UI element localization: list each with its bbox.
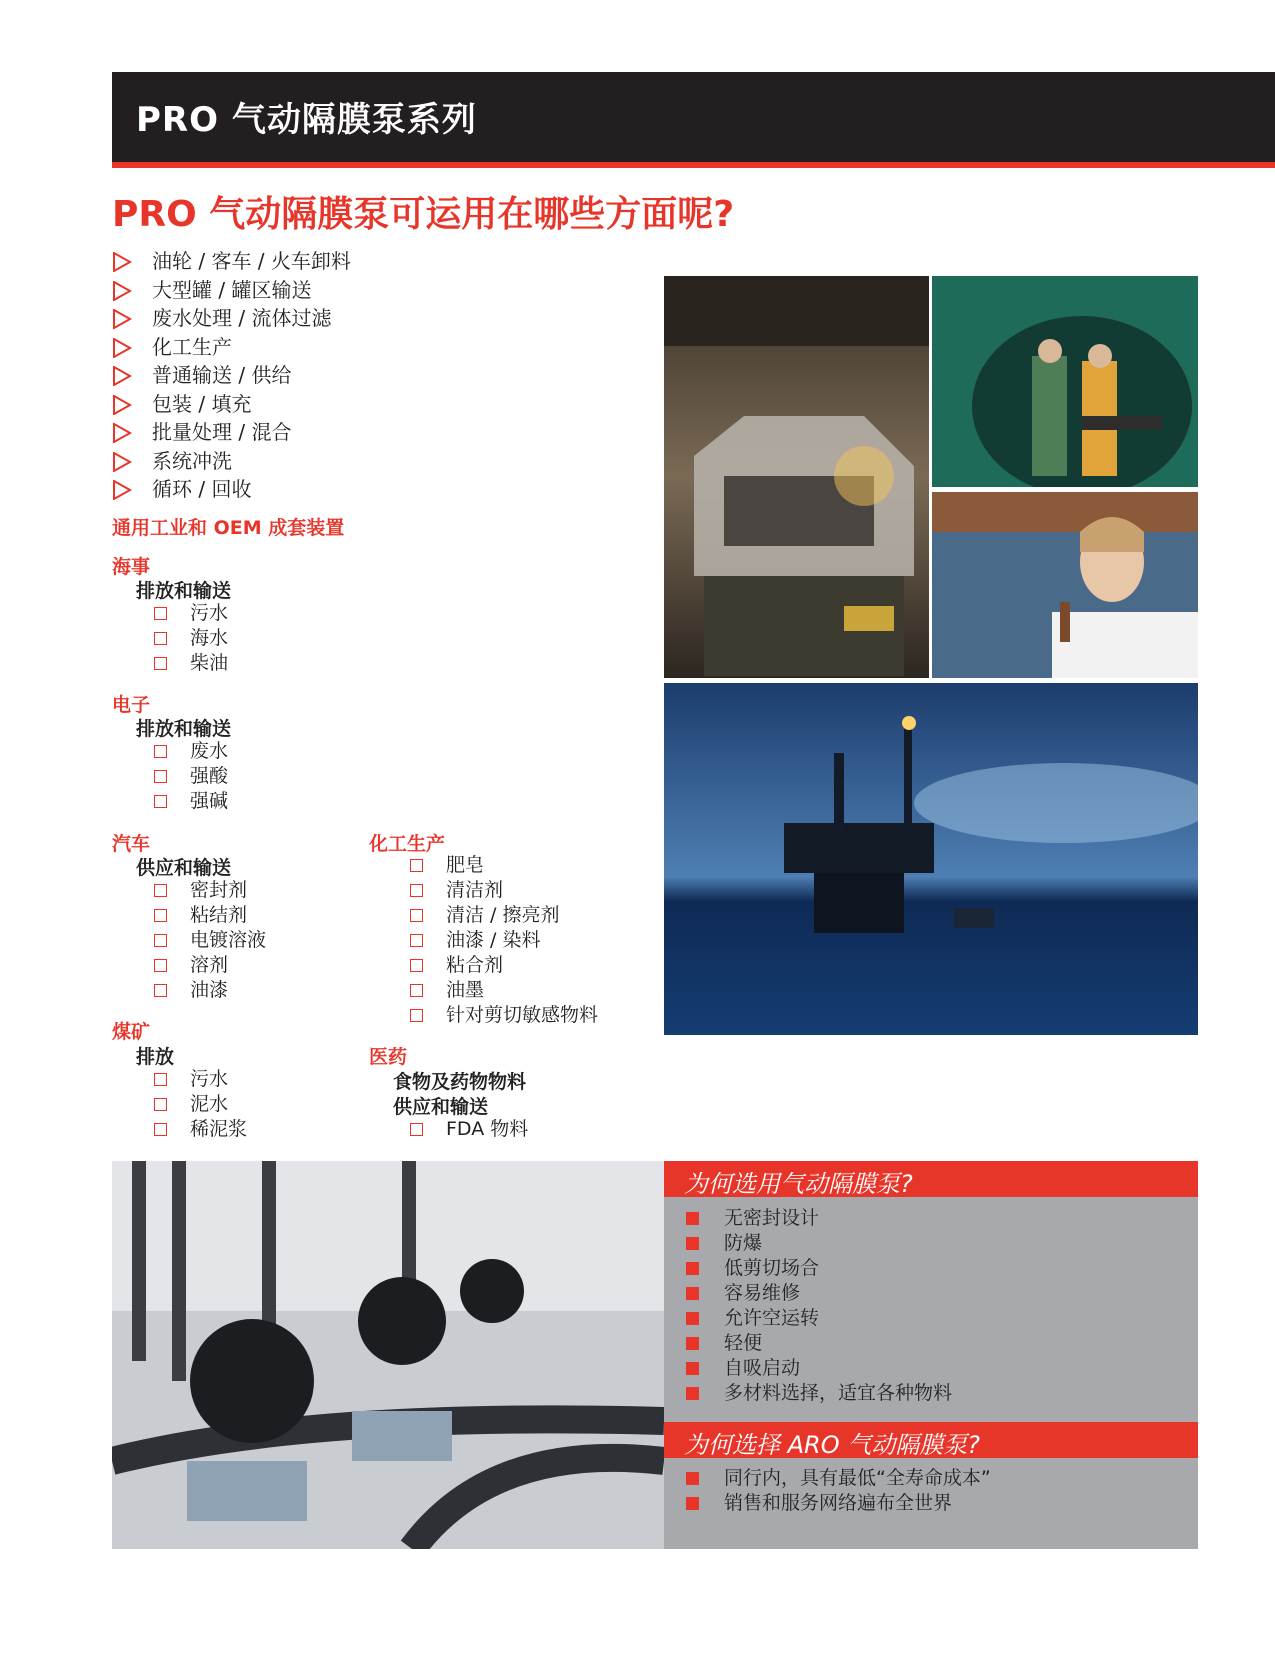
list-item: 泥水 [154,1092,247,1117]
photo-offshore-platform [664,683,1198,1035]
pharma-list [410,1117,528,1142]
section-sub-mining: 排放 [136,1046,175,1068]
main-heading: PRO 气动隔膜泵可运用在哪些方面呢? [112,194,735,235]
list-item: 肥皂 [410,853,598,878]
mining-list [154,1067,247,1142]
list-item: 普通输送 / 供给 [112,361,351,390]
why-pump-title: 为何选用气动隔膜泵? [684,1170,913,1198]
list-item: 化工生产 [112,333,351,362]
triangle-bullet-icon [112,452,132,472]
triangle-bullet-icon [112,366,132,386]
section-sub-pharma-2: 供应和输送 [393,1096,489,1118]
checkbox-icon [154,1098,167,1111]
list-item: 废水 [154,739,228,764]
checkbox-icon [410,934,423,947]
electronics-list [154,739,228,814]
photo-mining [932,276,1198,487]
list-item: 电镀溶液 [154,928,266,953]
list-item: 强酸 [154,764,228,789]
section-sub-pharma-1: 食物及药物物料 [393,1071,527,1093]
list-item: 油漆 [154,978,266,1003]
list-item: 针对剪切敏感物料 [410,1003,598,1028]
section-title-electronics: 电子 [112,694,151,716]
checkbox-icon [154,770,167,783]
marine-list [154,601,228,676]
section-title-marine: 海事 [112,556,151,578]
list-item: 柴油 [154,651,228,676]
list-item: 无密封设计 [684,1206,952,1231]
section-title-pharma: 医药 [369,1046,408,1068]
square-bullet-icon [686,1497,699,1510]
section-title-mining: 煤矿 [112,1021,151,1043]
list-item: 防爆 [684,1231,952,1256]
list-item: 海水 [154,626,228,651]
list-item: 油漆 / 染料 [410,928,598,953]
square-bullet-icon [686,1337,699,1350]
list-item: 油轮 / 客车 / 火车卸料 [112,247,351,276]
list-item: 批量处理 / 混合 [112,418,351,447]
list-item: 废水处理 / 流体过滤 [112,304,351,333]
checkbox-icon [154,607,167,620]
triangle-bullet-icon [112,395,132,415]
list-item: 轻便 [684,1331,952,1356]
list-item: FDA 物料 [410,1117,528,1142]
application-list [112,247,351,504]
list-item: 粘结剂 [154,903,266,928]
checkbox-icon [154,795,167,808]
list-item: 污水 [154,601,228,626]
checkbox-icon [410,1009,423,1022]
checkbox-icon [410,959,423,972]
square-bullet-icon [686,1212,699,1225]
photo-pump-installation [112,1161,664,1549]
list-item: 容易维修 [684,1281,952,1306]
checkbox-icon [410,909,423,922]
automotive-list [154,878,266,1003]
square-bullet-icon [686,1472,699,1485]
header-title: PRO 气动隔膜泵系列 [136,100,477,140]
square-bullet-icon [686,1262,699,1275]
checkbox-icon [410,1123,423,1136]
list-item: 低剪切场合 [684,1256,952,1281]
triangle-bullet-icon [112,252,132,272]
list-item: 系统冲洗 [112,447,351,476]
triangle-bullet-icon [112,281,132,301]
why-pump-list [684,1206,952,1406]
list-item: 销售和服务网络遍布全世界 [684,1491,991,1516]
section-sub-marine: 排放和输送 [136,580,232,602]
oem-heading: 通用工业和 OEM 成套装置 [112,517,345,539]
list-item: 溶剂 [154,953,266,978]
list-item: 多材料选择，适宜各种物料 [684,1381,952,1406]
list-item: 污水 [154,1067,247,1092]
square-bullet-icon [686,1312,699,1325]
triangle-bullet-icon [112,423,132,443]
list-item: 自吸启动 [684,1356,952,1381]
why-aro-title: 为何选择 ARO 气动隔膜泵? [684,1431,980,1459]
section-title-automotive: 汽车 [112,833,151,855]
checkbox-icon [154,934,167,947]
triangle-bullet-icon [112,480,132,500]
checkbox-icon [410,984,423,997]
checkbox-icon [154,632,167,645]
list-item: 清洁剂 [410,878,598,903]
checkbox-icon [154,745,167,758]
square-bullet-icon [686,1287,699,1300]
list-item: 包装 / 填充 [112,390,351,419]
checkbox-icon [154,884,167,897]
photo-laboratory [932,492,1198,678]
list-item: 稀泥浆 [154,1117,247,1142]
square-bullet-icon [686,1237,699,1250]
why-aro-list [684,1466,991,1516]
triangle-bullet-icon [112,309,132,329]
checkbox-icon [410,884,423,897]
list-item: 粘合剂 [410,953,598,978]
triangle-bullet-icon [112,338,132,358]
section-sub-electronics: 排放和输送 [136,718,232,740]
list-item: 允许空运转 [684,1306,952,1331]
checkbox-icon [154,959,167,972]
section-sub-automotive: 供应和输送 [136,857,232,879]
square-bullet-icon [686,1362,699,1375]
header-red-rule [112,162,1275,168]
list-item: 密封剂 [154,878,266,903]
checkbox-icon [154,909,167,922]
checkbox-icon [154,1123,167,1136]
checkbox-icon [154,657,167,670]
square-bullet-icon [686,1387,699,1400]
list-item: 循环 / 回收 [112,475,351,504]
section-title-chemical: 化工生产 [369,833,446,855]
checkbox-icon [410,859,423,872]
chemical-list [410,853,598,1028]
list-item: 大型罐 / 罐区输送 [112,276,351,305]
checkbox-icon [154,1073,167,1086]
list-item: 清洁 / 擦亮剂 [410,903,598,928]
list-item: 油墨 [410,978,598,1003]
photo-car-assembly [664,276,929,678]
checkbox-icon [154,984,167,997]
list-item: 强碱 [154,789,228,814]
list-item: 同行内，具有最低“全寿命成本” [684,1466,991,1491]
